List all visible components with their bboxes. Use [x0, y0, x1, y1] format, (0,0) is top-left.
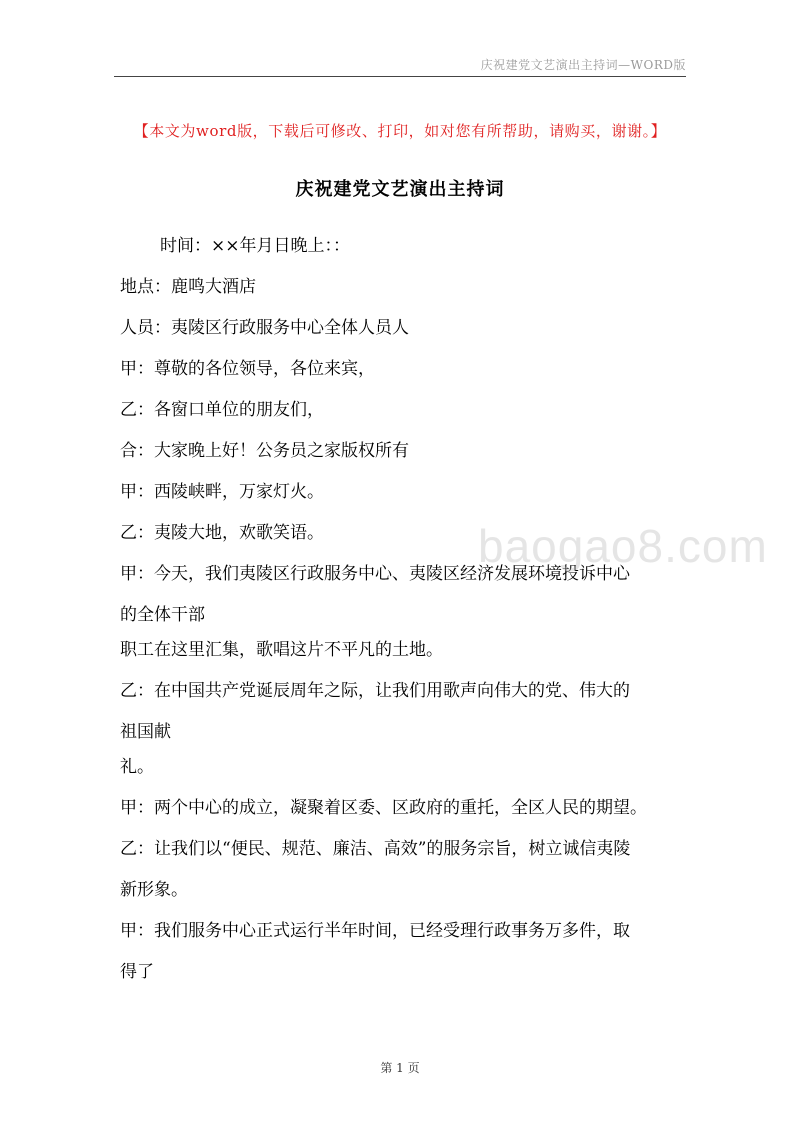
- paragraph-line: 合：大家晚上好！公务员之家版权所有: [120, 441, 409, 461]
- paragraph-line: 甲：今天，我们夷陵区行政服务中心、夷陵区经济发展环境投诉中心: [120, 564, 630, 584]
- page-number: 第 1 页: [380, 1061, 420, 1075]
- document-title: 庆祝建党文艺演出主持词: [295, 179, 505, 200]
- document-body: [120, 232, 690, 999]
- paragraph-line: 乙：各窗口单位的朋友们，: [120, 400, 324, 420]
- paragraph-line: 得了: [120, 962, 154, 982]
- paragraph-line-time: 时间：××年月日晚上：：: [160, 236, 350, 256]
- paragraph-line-people: 人员：夷陵区行政服务中心全体人员人: [120, 318, 409, 338]
- paragraph-line: 乙：在中国共产党诞辰周年之际，让我们用歌声向伟大的党、伟大的: [120, 681, 630, 701]
- paragraph-line: 祖国献: [120, 722, 171, 742]
- paragraph-line: 职工在这里汇集，歌唱这片不平凡的土地。: [120, 640, 443, 660]
- paragraph-line: 乙：夷陵大地，欢歌笑语。: [120, 523, 324, 543]
- watermark: baogao8.com: [478, 520, 768, 572]
- paragraph-line: 甲：我们服务中心正式运行半年时间，已经受理行政事务万多件，取: [120, 921, 630, 941]
- paragraph-line: 乙：让我们以“便民、规范、廉洁、高效”的服务宗旨，树立诚信夷陵: [120, 839, 631, 859]
- paragraph-line: 甲：尊敬的各位领导，各位来宾，: [120, 359, 375, 379]
- paragraph-line: 礼。: [120, 757, 154, 777]
- paragraph-line: 新形象。: [120, 880, 188, 900]
- paragraph-line: 甲：西陵峡畔，万家灯火。: [120, 482, 324, 502]
- paragraph-line: 的全体干部: [120, 605, 205, 625]
- paragraph-line: 甲：两个中心的成立，凝聚着区委、区政府的重托，全区人民的期望。: [120, 798, 647, 818]
- paragraph-line-place: 地点：鹿鸣大酒店: [120, 277, 256, 297]
- header-divider: [114, 76, 686, 77]
- download-notice: 【本文为word版，下载后可修改、打印，如对您有所帮助，请购买，谢谢。】: [133, 122, 667, 140]
- running-header: 庆祝建党文艺演出主持词—WORD版: [480, 58, 686, 72]
